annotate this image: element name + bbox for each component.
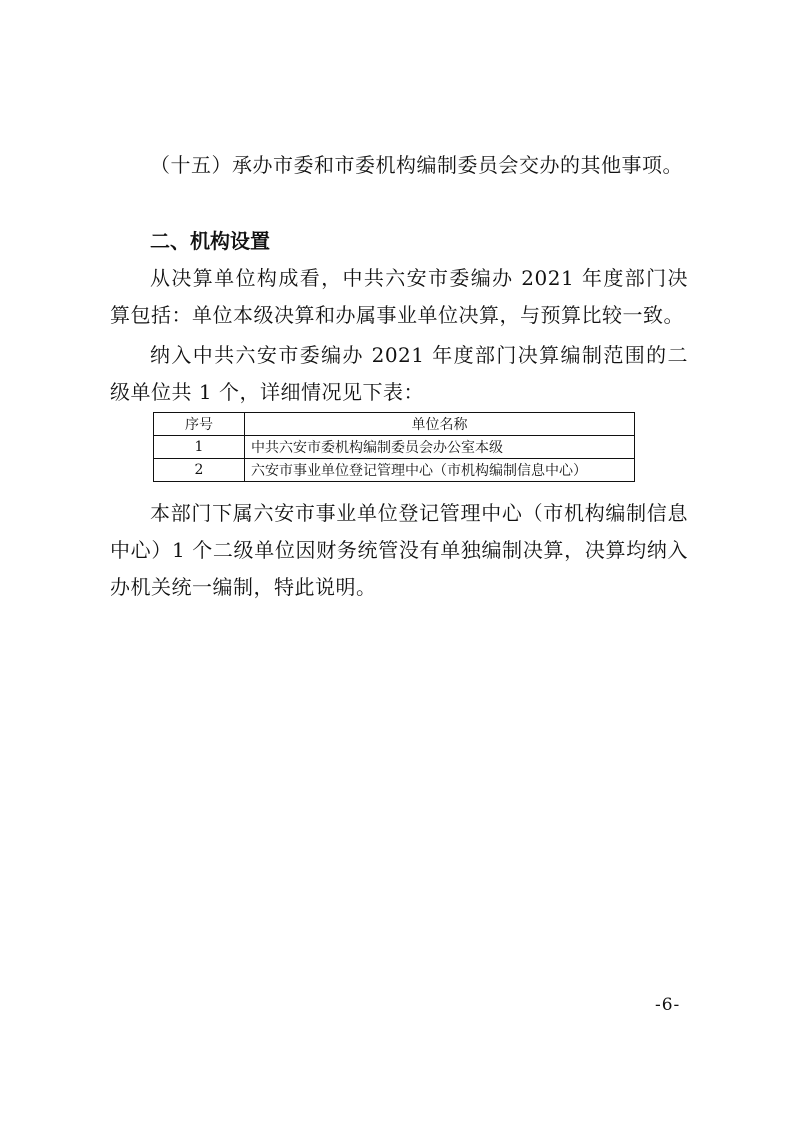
section-item-15: （十五）承办市委和市委机构编制委员会交办的其他事项。: [150, 153, 683, 177]
table-cell-name: 六安市事业单位登记管理中心（市机构编制信息中心）: [245, 459, 635, 482]
section-heading: 二、机构设置: [150, 229, 270, 253]
paragraph-scope: 纳入中共六安市委编办 2021 年度部门决算编制范围的二级单位共 1 个，详细情况见下表：: [110, 343, 688, 404]
table-row: [154, 459, 635, 482]
unit-table: [153, 412, 635, 482]
column-header-no: 序号: [154, 413, 245, 436]
page-number: -6-: [655, 995, 681, 1015]
table-cell-no: 1: [154, 436, 245, 459]
table-cell-no: 2: [154, 459, 245, 482]
table-row: [154, 436, 635, 459]
table-header-row: [154, 413, 635, 436]
table-cell-name: 中共六安市委机构编制委员会办公室本级: [245, 436, 635, 459]
column-header-name: 单位名称: [245, 413, 635, 436]
paragraph-note: 本部门下属六安市事业单位登记管理中心（市机构编制信息中心）1 个二级单位因财务统管没有单独编制决算，决算均纳入办机关统一编制，特此说明。: [110, 501, 688, 599]
paragraph-composition: 从决算单位构成看，中共六安市委编办 2021 年度部门决算包括：单位本级决算和办属事业单位决算，与预算比较一致。: [110, 266, 688, 327]
